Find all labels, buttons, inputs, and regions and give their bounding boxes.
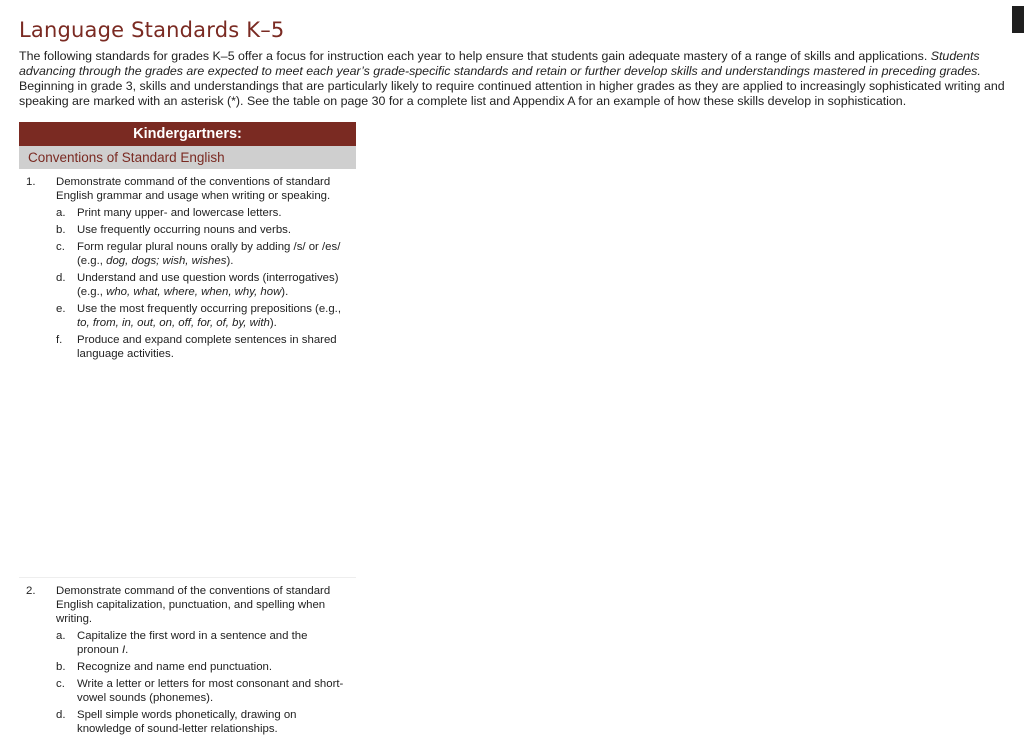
page-corner-tab xyxy=(1012,6,1024,33)
item-text xyxy=(77,271,352,299)
list-item xyxy=(56,677,352,705)
list-item xyxy=(56,333,352,361)
section-divider xyxy=(19,577,356,578)
item-text xyxy=(77,240,352,268)
list-item xyxy=(56,240,352,268)
item-letter: d. xyxy=(56,272,66,284)
item-letter: e. xyxy=(56,303,66,315)
standard-number: 1. xyxy=(26,176,36,188)
standard-text: Demonstrate command of the conventions of standard English grammar and usage when writing or speaking. xyxy=(56,176,331,202)
item-letter: c. xyxy=(56,241,65,253)
sub-item-list xyxy=(56,206,352,361)
list-item xyxy=(56,302,352,330)
item-examples: who, what, where, when, why, how xyxy=(106,286,282,298)
standard-2 xyxy=(26,584,352,736)
item-examples: to, from, in, out, on, off, for, of, by, with xyxy=(77,317,270,329)
standard-1 xyxy=(26,175,352,361)
item-text-tail: ). xyxy=(269,317,277,329)
item-text-tail: . xyxy=(125,644,129,656)
item-text: Use frequently occurring nouns and verbs. xyxy=(77,224,292,236)
item-text-lead: Form regular plural nouns orally by adding /s/ or /es/ (e.g., xyxy=(77,241,341,267)
sub-item-list xyxy=(56,629,352,736)
intro-paragraph xyxy=(19,49,1021,109)
list-item xyxy=(56,708,352,736)
page-title: Language Standards K–5 xyxy=(19,18,285,43)
list-item xyxy=(56,629,352,657)
item-text-lead: Use the most frequently occurring prepositions (e.g., xyxy=(77,303,342,315)
item-examples: I xyxy=(121,644,126,656)
strand-subheader: Conventions of Standard English xyxy=(19,146,356,169)
standard-number: 2. xyxy=(26,585,36,597)
item-letter: b. xyxy=(56,224,66,236)
item-text-lead: Understand and use question words (interrogatives) (e.g., xyxy=(77,272,339,298)
item-letter: f. xyxy=(56,334,63,346)
item-text-lead: Capitalize the first word in a sentence and the pronoun xyxy=(77,630,308,656)
item-letter: a. xyxy=(56,207,66,219)
item-text xyxy=(77,629,352,657)
item-text: Print many upper- and lowercase letters. xyxy=(77,207,282,219)
item-text-tail: ). xyxy=(281,286,289,298)
item-letter: b. xyxy=(56,661,66,673)
standard-text: Demonstrate command of the conventions of standard English capitalization, punctuation, and spelling when writing. xyxy=(56,585,331,625)
item-text: Produce and expand complete sentences in shared language activities. xyxy=(77,334,337,360)
item-letter: d. xyxy=(56,709,66,721)
item-examples: dog, dogs; wish, wishes xyxy=(106,255,227,267)
intro-text: The following standards for grades K–5 offer a focus for instruction each year to help ensure that students gain adequate mastery of a range of skills and applications. xyxy=(19,49,931,64)
intro-text-continued: Beginning in grade 3, skills and understandings that are particularly likely to require continued attention in higher grades as they are applied to increasingly sophisticated writing and speaking are marked with an asterisk (*). See the table on page 30 for a complete list and Appendix A for an example of how these skills develop in sophistication. xyxy=(19,79,1005,109)
grade-header: Kindergartners: xyxy=(19,122,356,146)
list-item xyxy=(56,223,352,237)
list-item xyxy=(56,271,352,299)
item-text: Recognize and name end punctuation. xyxy=(77,661,273,673)
list-item xyxy=(56,660,352,674)
list-item xyxy=(56,206,352,220)
item-text xyxy=(77,302,352,330)
item-text: Write a letter or letters for most consonant and short-vowel sounds (phonemes). xyxy=(77,678,344,704)
item-text-tail: ). xyxy=(226,255,234,267)
item-text: Spell simple words phonetically, drawing on knowledge of sound-letter relationships. xyxy=(77,709,297,735)
item-letter: c. xyxy=(56,678,65,690)
item-letter: a. xyxy=(56,630,66,642)
intro-italic-text: Students advancing through the grades are expected to meet each year’s grade-specific standards and retain or further develop skills and understandings mastered in preceding grades. xyxy=(19,49,981,79)
